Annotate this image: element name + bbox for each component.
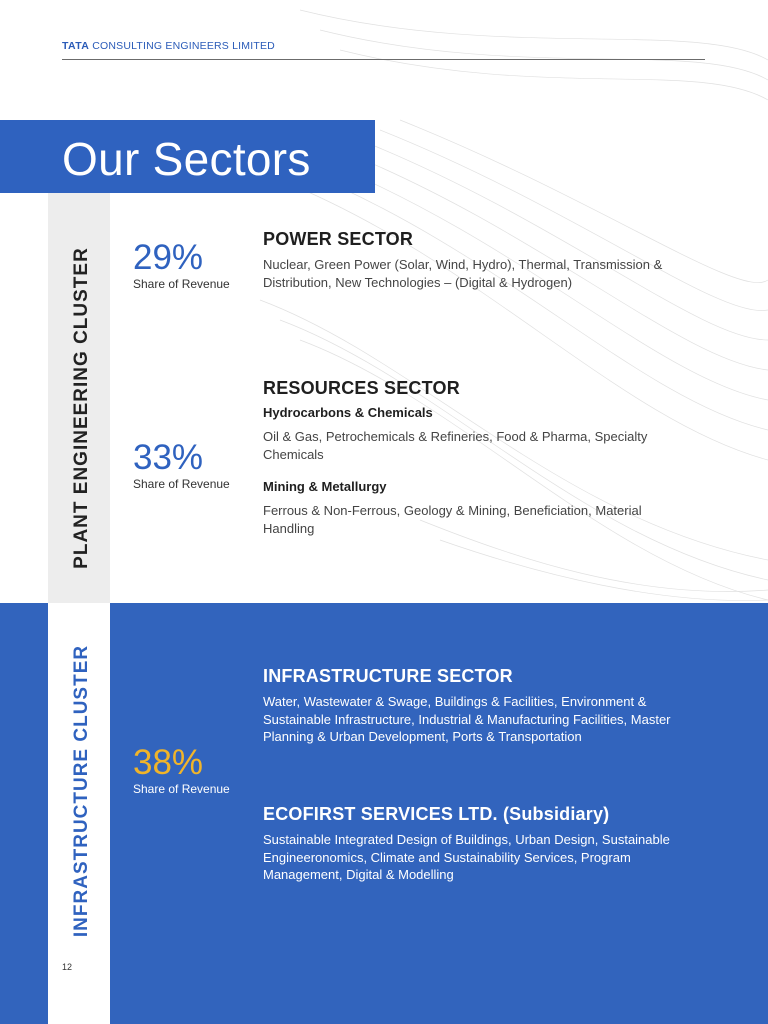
- subsector-description: Oil & Gas, Petrochemicals & Refineries, Food & Pharma, Specialty Chemicals: [263, 429, 648, 462]
- sector-title: INFRASTRUCTURE SECTOR: [263, 666, 513, 686]
- stat-percent: 33%: [133, 438, 204, 477]
- ecofirst-subsidiary: [263, 804, 693, 884]
- subsector-heading: Hydrocarbons & Chemicals: [263, 405, 433, 420]
- company-name: CONSULTING ENGINEERS LIMITED: [92, 40, 275, 52]
- resources-sector: [263, 378, 693, 537]
- sector-title: ECOFIRST SERVICES LTD. (Subsidiary): [263, 804, 610, 824]
- title-bar: [0, 120, 375, 193]
- stat-percent: 29%: [133, 238, 204, 277]
- page-header: [62, 40, 705, 60]
- infrastructure-cluster-label: INFRASTRUCTURE CLUSTER: [71, 644, 92, 938]
- subsector-heading: Mining & Metallurgy: [263, 479, 387, 494]
- infrastructure-sector: [263, 666, 693, 746]
- resources-revenue-stat: [133, 440, 230, 491]
- sector-description: Sustainable Integrated Design of Buildings, Urban Design, Sustainable Engineeronomics, Climate and Sustainability Services, Program Management, Digital & Modelling: [263, 832, 670, 882]
- stat-label: Share of Revenue: [133, 477, 230, 491]
- page-number: 12: [62, 962, 73, 972]
- stat-percent: 38%: [133, 743, 204, 782]
- sector-description: Nuclear, Green Power (Solar, Wind, Hydro), Thermal, Transmission & Distribution, New Technologies – (Digital & Hydrogen): [263, 257, 663, 290]
- power-revenue-stat: [133, 240, 230, 291]
- plant-cluster-label: PLANT ENGINEERING CLUSTER: [71, 247, 92, 569]
- stat-label: Share of Revenue: [133, 782, 230, 796]
- brand-logo-text: TATA: [62, 40, 90, 52]
- power-sector: [263, 229, 693, 291]
- subsector-description: Ferrous & Non-Ferrous, Geology & Mining, Beneficiation, Material Handling: [263, 503, 642, 536]
- page-title: Our Sectors: [62, 133, 311, 185]
- stat-label: Share of Revenue: [133, 277, 230, 291]
- infrastructure-revenue-stat: [133, 745, 230, 796]
- sector-title: POWER SECTOR: [263, 229, 414, 249]
- sector-description: Water, Wastewater & Swage, Buildings & Facilities, Environment & Sustainable Infrastructure, Industrial & Manufacturing Facilities, Master Planning & Urban Development, Ports & Transportation: [263, 694, 671, 744]
- sector-title: RESOURCES SECTOR: [263, 378, 460, 398]
